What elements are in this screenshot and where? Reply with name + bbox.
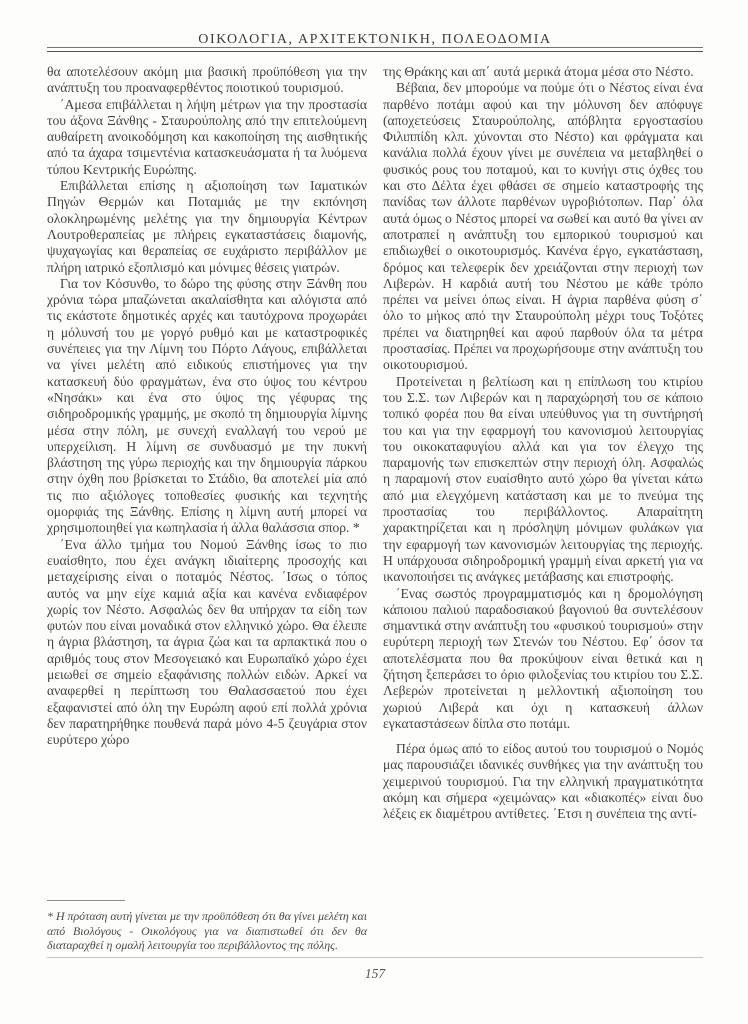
right-column — [383, 64, 703, 953]
paragraph: Προτείνεται η βελτίωση και η επίπλωση του κτιρίου του Σ.Σ. των Λιβερών και η παραχώρησή του σε κάποιο τοπικό φορέα που θα είναι υπεύθυνος για τη συντήρησή του και για την εφαρμογή του κανονισμού λειτουργίας του οικοκαταφυγίου αλλά και για τον έλεγχο της παραμονής των επισκεπτών στην περιοχή όλη. Ασφαλώς η παραμονή στον ευαίσθητο αυτό χώρο θα γίνεται κάτω από μια ελεγχόμενη κατάσταση και με το πνεύμα της προστασίας του περιβάλλοντος. Απαραίτητη χαρακτηρίζεται και η πρόσληψη μόνιμων φυλάκων για την εφαρμογή των κανονισμών λειτουργίας της περιοχής. Η υπάρχουσα σιδηροδρομική γραμμή είναι αρκετή για να ικανοποιήσει τις ανάγκες μετάβασης και επιστροφής. — [383, 373, 703, 585]
footer-rule — [47, 957, 703, 958]
page-header-title: ΟΙΚΟΛΟΓΙΑ, ΑΡΧΙΤΕΚΤΟΝΙΚΗ, ΠΟΛΕΟΔΟΜΙΑ — [198, 32, 552, 47]
text-columns — [47, 64, 703, 953]
footnote-block — [47, 890, 367, 953]
paragraph: Βέβαια, δεν μπορούμε να πούμε ότι ο Νέστος είναι ένα παρθένο ποτάμι αφού και την μόλυνση δεν απόφυγε (αποχετεύσεις Σταυρούπολης, απόβλητα εργοστασίου Φιλιππίδη κλπ. χύνονται στο Νέστο) και φράγματα και κανάλια πολλά έχουν γίνει με συνέπεια να μεταβληθεί ο φυσικός ρους του ποταμού, και το κυνήγι στις όχθες του και στο Δέλτα έχει φθάσει σε σημείο καταστροφής της πανίδας των άλλοτε παρθένων υγροβιότοπων. Παρ΄ όλα αυτά όμως ο Νέστος μπορεί να σωθεί και αυτό θα γίνει αν αποτραπεί η ανάπτυξη του εμπορικού τουρισμού και επιδιωχθεί ο οικοτουρισμός. Κανένα έργο, εγκατάσταση, δρόμος και τελεφερίκ δεν χρειάζονται στην περιοχή των Λιβερών. Η καρδιά αυτή του Νέστου με κάθε τρόπο πρέπει να μείνει όπως είναι. Η άγρια παρθένα φύση σ΄ όλο το μήκος από την Σταυρούπολη μέχρι τους Τοξότες πρέπει να διατηρηθεί και αφού παρθούν όλα τα μέτρα προστασίας. Πρέπει να προχωρήσουμε στην ανάπτυξη του οικοτουρισμού. — [383, 80, 703, 373]
header-rule-top — [47, 47, 703, 48]
paragraph: ΄Ενα άλλο τμήμα του Νομού Ξάνθης ίσως το πιο ευαίσθητο, που έχει ανάγκη ιδιαίτερης προσοχής και μεταχείρισης είναι ο ποταμός Νέστος. ΄Ισως ο τόπος αυτός να μην είχε καμιά αξία και κανένα ενδιαφέρον χωρίς τον Νέστο. Ασφαλώς δεν θα υπήρχαν τα είδη των φυτών που είναι μοναδικά στον ελληνικό χώρο. Θα έλειπε η άγρια βλάστηση, τα άγρια ζώα και τα αρπακτικά που ο αριθμός τους στον Μεσογειακό και Ευρωπαϊκό χώρο έχει μειωθεί σε σημείο εξαφάνισης πολλών ειδών. Αρκεί να αναφερθεί η περίπτωση του Θαλασσαετού που έχει εξαφανιστεί από όλη την Ευρώπη αφού επί πολλά χρόνια δεν παρατηρήθηκε πουθενά παρά μόνο 4-5 ζευγάρια στον ευρύτερο χώρο — [47, 536, 367, 748]
page-header — [47, 30, 703, 52]
paragraph: ΄Αμεσα επιβάλλεται η λήψη μέτρων για την προστασία του άξονα Ξάνθης - Σταυρούπολης από την επιτελούμενη αυθαίρετη ανοικοδόμηση και κακοποίηση της αισθητικής από τα άχαρα τσιμεντένια κατασκευάσματα ή τα λυόμενα τύπου Κεντρικής Ευρώπης. — [47, 96, 367, 177]
paragraph: της Θράκης και απ΄ αυτά μερικά άτομα μέσα στο Νέστο. — [383, 64, 694, 79]
header-rule-bottom — [47, 51, 703, 52]
paragraph: Πέρα όμως από το είδος αυτού του τουρισμού ο Νομός μας παρουσιάζει ιδανικές συνθήκες για την ανάπτυξη του χειμερινού τουρισμού. Για την ελληνική πραγματικότητα ακόμη και σήμερα «χειμώνας» και «διακοπές» είναι δυο λέξεις εκ διαμέτρου αντίθετες. ΄Ετσι η συνέπεια της αντί- — [383, 741, 703, 822]
page-footer — [47, 957, 703, 1024]
paragraph: ΄Ενας σωστός προγραμματισμός και η δρομολόγηση κάποιου παλιού παραδοσιακού βαγονιού θα συντελέσουν σημαντικά στην ανάπτυξη του «φυσικού τουρισμού» στην ευρύτερη περιοχή των Στενών του Νέστου. Εφ΄ όσον τα αποτελέσματα που θα προκύψουν είναι θετικά και η ζήτηση ξεπεράσει το όριο φιλοξενίας του κτιρίου του Σ.Σ. Λεβερών προτείνεται η μελλοντική αξιοποίηση του χωριού Λιβερά και όχι η κατασκευή άλλων εγκαταστάσεων δίπλα στο ποτάμι. — [383, 585, 703, 731]
paragraph: θα αποτελέσουν ακόμη μια βασική προϋπόθεση για την ανάπτυξη του προαναφερθέντος ποιοτικού τουρισμού. — [47, 64, 367, 96]
page-number: 157 — [364, 966, 386, 981]
footnote: * Η πρόταση αυτή γίνεται με την προϋπόθεση ότι θα γίνει μελέτη και από Βιολόγους - Οικολόγους για να διαπιστωθεί ότι δεν θα διαταραχθεί η ομαλή λειτουργία του περιβάλλοντος της πόλης. — [47, 909, 367, 953]
paragraph: Για τον Κόσυνθο, το δώρο της φύσης στην Ξάνθη που χρόνια τώρα μπαζώνεται ακαλαίσθητα και αλόγιστα από τις εκάστοτε δημοτικές αρχές και ταυτόχρονα προχωράει η μόλυνσή του με γοργό ρυθμό και με καταστροφικές συνέπειες για την Λίμνη του Πόρτο Λάγους, επιβάλλεται να γίνει μελέτη από ειδικούς επιστήμονες για την κατασκευή δύο φραγμάτων, ένα στο ύψος του κέντρου «Νησάκι» και ένα στο ύψος της γέφυρας της σιδηροδρομικής γραμμής, με σκοπό τη δημιουργία λίμνης μέσα στην πόλη, με συνεχή εναλλαγή του νερού με υπερχείλιση. Η λίμνη σε συνδυασμό με την πυκνή βλάστηση της γύρω περιοχής και την δημιουργία πάρκου στην όχθη που βρίσκεται το Στάδιο, θα αποτελεί μία από τις πιο αξιόλογες τοποθεσίες φυσικής και τεχνητής ομορφιάς της Ξάνθης. Επίσης η λίμνη αυτή μπορεί να χρησιμοποιηθεί για κωπηλασία ή άλλα θαλάσσια σπορ. * — [47, 275, 367, 536]
left-column — [47, 64, 367, 953]
paragraph: Επιβάλλεται επίσης η αξιοποίηση των Ιαματικών Πηγών Θερμών και Ποταμιάς με την εκπόνηση ολοκληρωμένης μελέτης για την δημιουργία Κέντρων Λουτροθεραπείας με πλήρεις εγκαταστάσεις διαμονής, ψυχαγωγίας και θεραπείας σε ευχάριστο περιβάλλον με πλήρη ιατρικό εξοπλισμό και μόνιμες θέσεις γιατρών. — [47, 178, 367, 275]
footnote-separator — [47, 900, 125, 901]
